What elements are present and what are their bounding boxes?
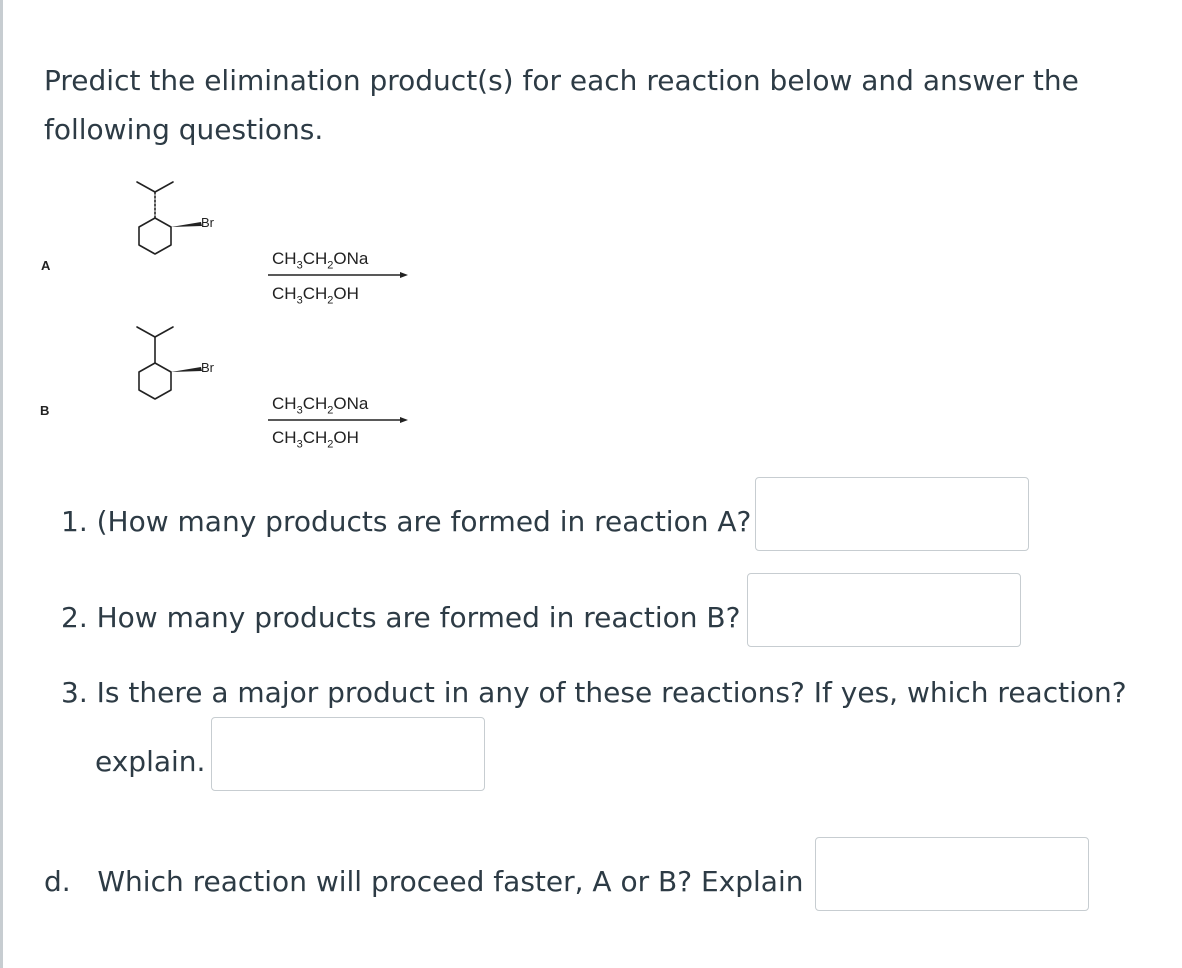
- answer-input-3[interactable]: [211, 717, 485, 791]
- reagent-top-a: $CH_3CH_2ONa$: [272, 249, 369, 272]
- molecule-b: [115, 315, 235, 425]
- question-d-text: d. Which reaction will proceed faster, A or B? Explain: [44, 865, 804, 898]
- answer-input-2[interactable]: [747, 573, 1021, 647]
- reaction-arrow-a: [268, 270, 408, 280]
- answer-input-d[interactable]: [815, 837, 1089, 911]
- reagent-top-b: $CH_3CH_2ONa$: [272, 394, 369, 417]
- question-1-text: 1. (How many products are formed in reaction A?: [61, 505, 752, 538]
- answer-input-1[interactable]: [755, 477, 1029, 551]
- reagent-bottom-a: $CH_3CH_2OH$: [272, 284, 359, 307]
- question-3-continuation: explain.: [95, 745, 206, 778]
- bromo-label-b: Br: [201, 360, 214, 375]
- question-2-text: 2. How many products are formed in reaction B?: [61, 601, 741, 634]
- reaction-arrow-b: [268, 415, 408, 425]
- problem-prompt: Predict the elimination product(s) for each reaction below and answer the following questions.: [44, 64, 1079, 146]
- left-border: [0, 0, 3, 968]
- reagent-bottom-b: $CH_3CH_2OH$: [272, 428, 359, 451]
- molecule-a: [115, 170, 235, 280]
- bromo-label-a: Br: [201, 215, 214, 230]
- reaction-label-b: B: [40, 403, 50, 418]
- question-3-text: 3. Is there a major product in any of these reactions? If yes, which reaction?: [61, 676, 1127, 709]
- reaction-label-a: A: [41, 258, 51, 273]
